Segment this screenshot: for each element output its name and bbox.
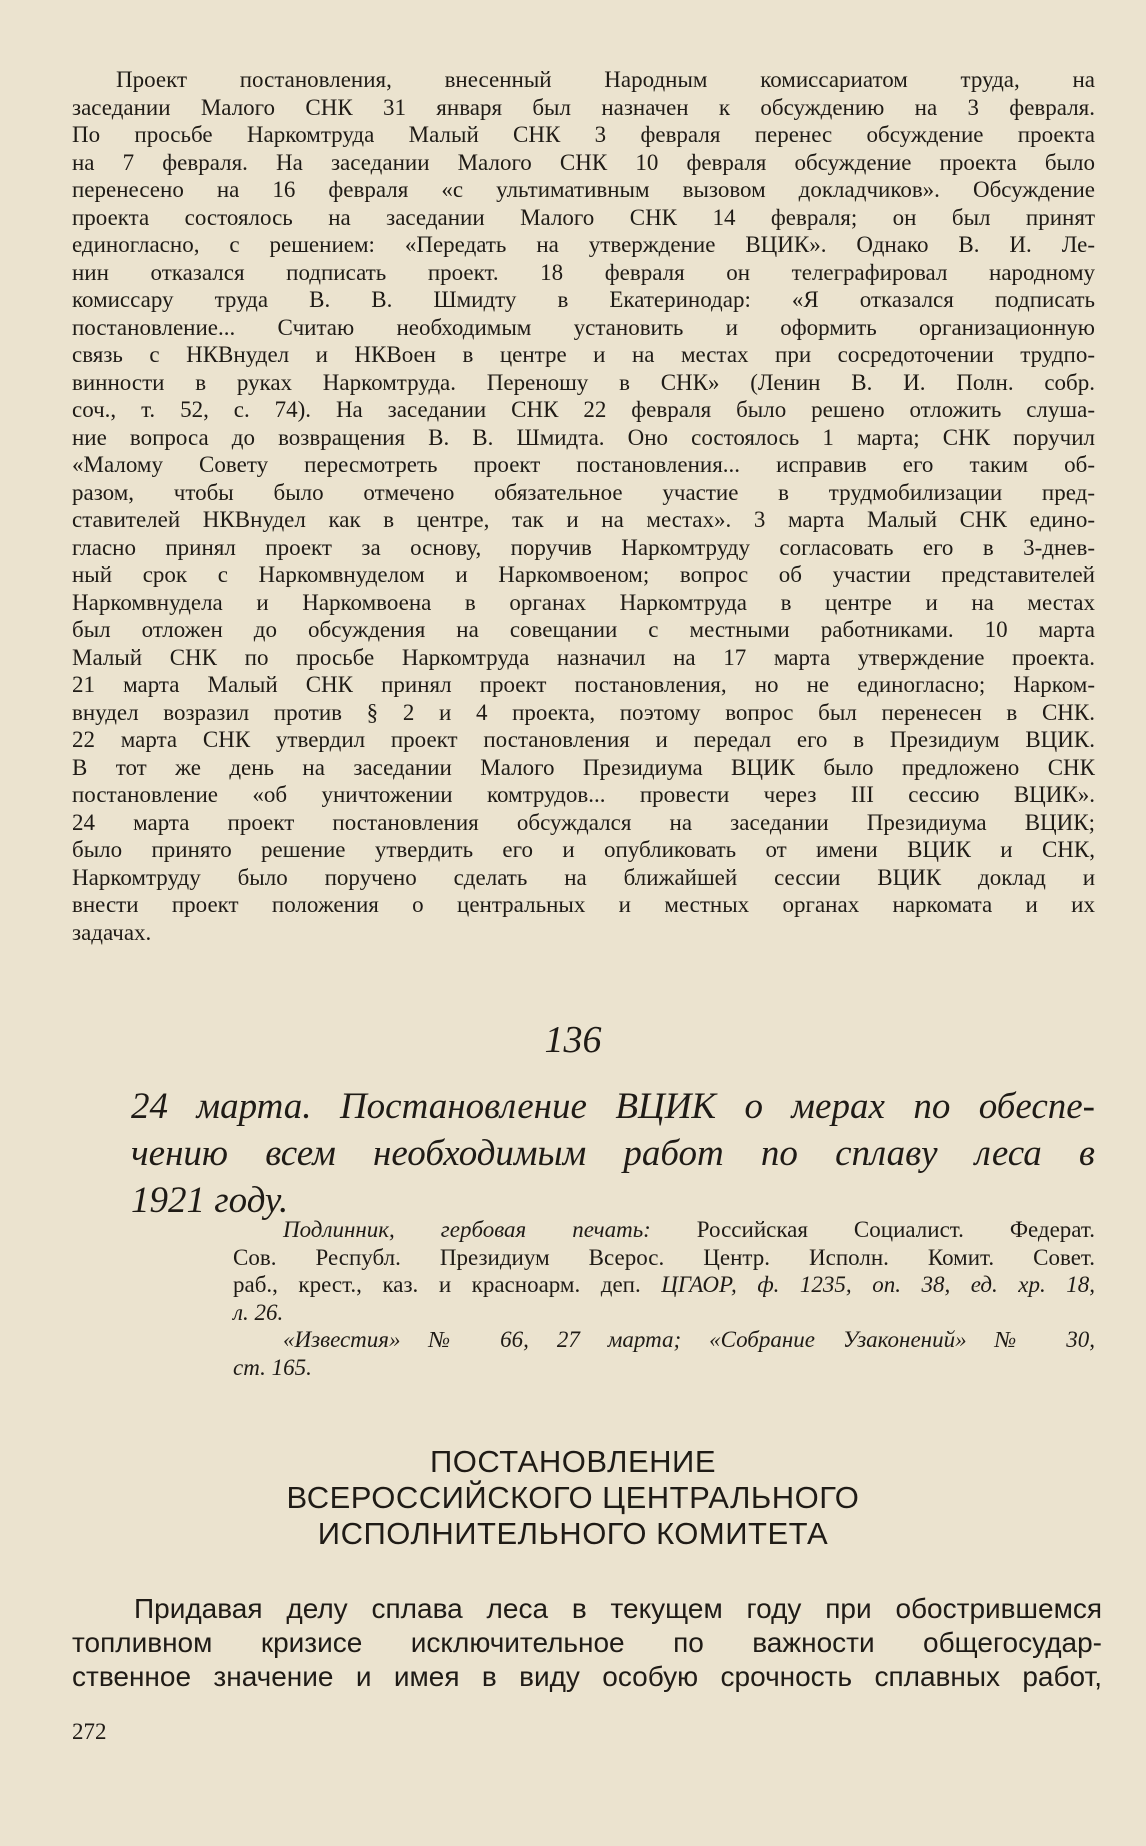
body-line: Придавая делу сплава леса в текущем году при обострившемся bbox=[134, 1593, 1102, 1624]
note-line: задачах. bbox=[72, 919, 152, 945]
source-line: л. 26. bbox=[233, 1299, 284, 1325]
note-line: комиссару труда В. В. Шмидту в Екатеринодар: «Я отказался подписать bbox=[72, 287, 1095, 312]
archive-reference: ЦГАОР, ф. 1235, оп. 38, ед. хр. 18, bbox=[661, 1272, 1096, 1297]
note-line: винности в руках Наркомтруда. Переношу в СНК» (Ленин В. И. Полн. собр. bbox=[72, 369, 1095, 395]
note-line: Проект постановления, внесенный Народным комиссариатом труда, на bbox=[116, 67, 1095, 92]
note-line: 22 марта СНК утвердил проект постановления и передал его в Президиум ВЦИК. bbox=[72, 727, 1095, 752]
document-number: 136 bbox=[544, 1019, 602, 1061]
title-line: чению всем необходимым работ по сплаву леса в bbox=[131, 1133, 1095, 1174]
publication-reference: «Известия» № 66, 27 марта; «Собрание Узаконений» № 30, bbox=[283, 1327, 1095, 1352]
editorial-note bbox=[72, 66, 1095, 946]
decree-heading bbox=[0, 1444, 1146, 1552]
note-line: ставителей НКВнудел как в центре, так и на местах». 3 марта Малый СНК едино- bbox=[72, 507, 1095, 532]
note-line: нин отказался подписать проект. 18 февраля он телеграфировал народному bbox=[72, 259, 1095, 285]
note-line: гласно принял проект за основу, поручив Наркомтруду согласовать его в 3-днев- bbox=[72, 534, 1095, 560]
decree-body bbox=[72, 1592, 1102, 1694]
heading-line: ПОСТАНОВЛЕНИЕ bbox=[429, 1444, 717, 1479]
note-line: В тот же день на заседании Малого Президиума ВЦИК было предложено СНК bbox=[72, 754, 1095, 780]
document-title bbox=[131, 1083, 1095, 1224]
note-line: ный срок с Наркомвнуделом и Наркомвоеном; вопрос об участии представителей bbox=[72, 562, 1095, 587]
note-line: заседании Малого СНК 31 января был назначен к обсуждению на 3 февраля. bbox=[72, 94, 1095, 120]
title-line: 24 марта. Постановление ВЦИК о мерах по обеспе- bbox=[131, 1086, 1095, 1127]
note-line: связь с НКВнудел и НКВоен в центре и на местах при сосредоточении трудпо- bbox=[72, 342, 1095, 367]
note-line: ние вопроса до возвращения В. В. Шмидта. Оно состоялось 1 марта; СНК поручил bbox=[72, 424, 1095, 450]
note-line: По просьбе Наркомтруда Малый СНК 3 февраля перенес обсуждение проекта bbox=[72, 122, 1095, 147]
note-line: внести проект положения о центральных и местных органах наркомата и их bbox=[72, 892, 1095, 917]
note-line: внудел возразил против § 2 и 4 проекта, поэтому вопрос был перенесен в СНК. bbox=[72, 699, 1095, 725]
heading-line: ИСПОЛНИТЕЛЬНОГО КОМИТЕТА bbox=[317, 1516, 829, 1551]
note-line: был отложен до обсуждения на совещании с местными работниками. 10 марта bbox=[72, 617, 1095, 642]
note-line: единогласно, с решением: «Передать на утверждение ВЦИК». Однако В. И. Ле- bbox=[72, 232, 1095, 257]
source-label: Подлинник, гербовая печать: bbox=[283, 1217, 651, 1242]
note-line: проекта состоялось на заседании Малого СНК 14 февраля; он был принят bbox=[72, 204, 1095, 230]
note-line: «Малому Совету пересмотреть проект постановления... исправив его таким об- bbox=[72, 452, 1095, 477]
note-line: 21 марта Малый СНК принял проект постановления, но не единогласно; Нарком- bbox=[72, 672, 1095, 697]
publication-reference: ст. 165. bbox=[233, 1354, 312, 1380]
body-line: ственное значение и имея в виду особую срочность сплавных работ, bbox=[72, 1661, 1102, 1692]
note-line: Наркомвнудела и Наркомвоена в органах Наркомтруда в центре и на местах bbox=[72, 589, 1095, 615]
source-line bbox=[233, 1216, 1095, 1244]
note-line: разом, чтобы было отмечено обязательное участие в трудмобилизации пред- bbox=[72, 479, 1095, 505]
note-line: 24 марта проект постановления обсуждался на заседании Президиума ВЦИК; bbox=[72, 809, 1095, 835]
note-line: постановление «об уничтожении комтрудов... провести через III сессию ВЦИК». bbox=[72, 782, 1095, 807]
title-line: 1921 году. bbox=[131, 1180, 289, 1221]
source-line bbox=[233, 1271, 1095, 1299]
source-text: Российская Социалист. Федерат. bbox=[696, 1217, 1095, 1242]
source-reference bbox=[233, 1216, 1095, 1381]
note-line: Малый СНК по просьбе Наркомтруда назначил на 17 марта утверждение проекта. bbox=[72, 644, 1095, 670]
note-line: Наркомтруду было поручено сделать на ближайшей сессии ВЦИК доклад и bbox=[72, 864, 1095, 890]
body-line: топливном кризисе исключительное по важности общегосудар- bbox=[72, 1627, 1102, 1658]
note-line: на 7 февраля. На заседании Малого СНК 10 февраля обсуждение проекта было bbox=[72, 149, 1095, 175]
page-number: 272 bbox=[72, 1719, 107, 1744]
note-line: было принято решение утвердить его и опубликовать от имени ВЦИК и СНК, bbox=[72, 837, 1095, 862]
note-line: постановление... Считаю необходимым установить и оформить организационную bbox=[72, 314, 1095, 340]
source-text: раб., крест., каз. и красноарм. деп. bbox=[233, 1272, 641, 1297]
note-line: перенесено на 16 февраля «с ультимативным вызовом докладчиков». Обсуждение bbox=[72, 177, 1095, 202]
note-line: соч., т. 52, с. 74). На заседании СНК 22 февраля было решено отложить слуша- bbox=[72, 397, 1095, 422]
source-line: Сов. Республ. Президиум Всерос. Центр. Исполн. Комит. Совет. bbox=[233, 1244, 1095, 1270]
heading-line: ВСЕРОССИЙСКОГО ЦЕНТРАЛЬНОГО bbox=[286, 1480, 860, 1515]
